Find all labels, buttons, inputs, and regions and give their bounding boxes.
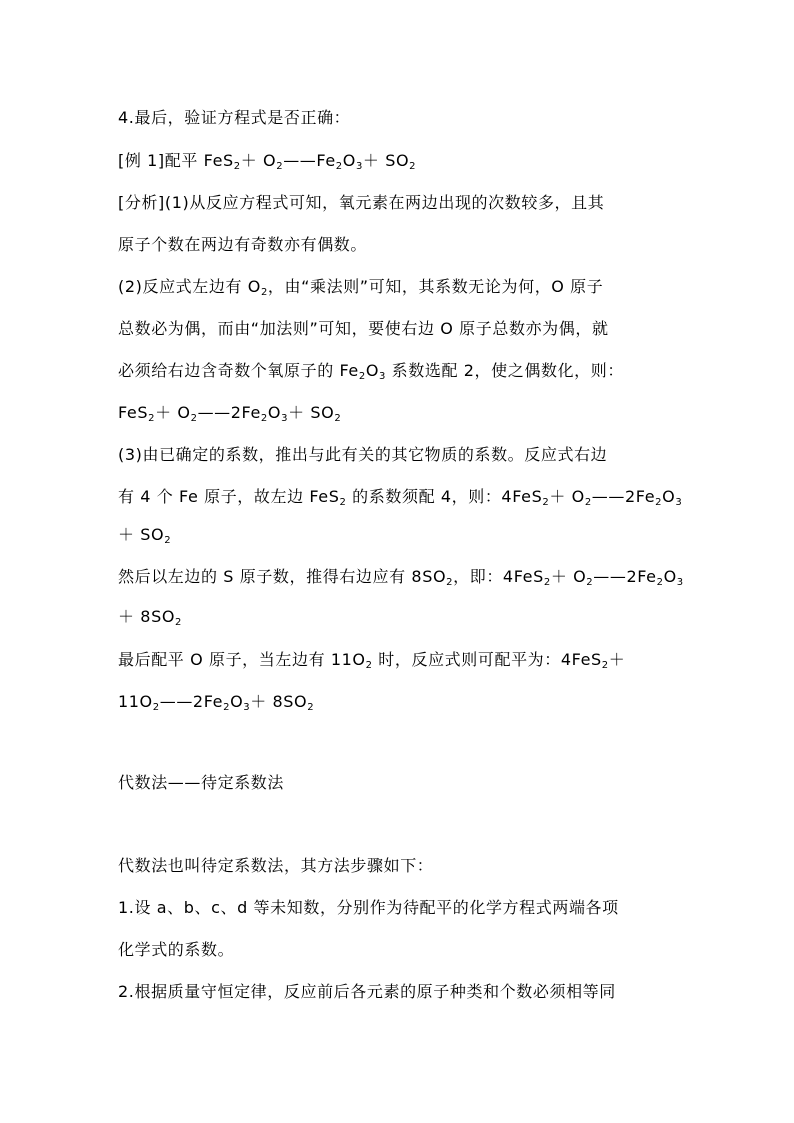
analysis-step-2-line-3 — [118, 361, 624, 381]
text: 代数法——待定系数法 — [118, 773, 285, 792]
analysis-step-3-line-2 — [118, 487, 682, 507]
subscript: 2 — [276, 161, 284, 172]
text: ＋ SO — [362, 151, 410, 170]
subscript: 3 — [243, 702, 251, 713]
subscript: 2 — [446, 577, 454, 588]
text: ，由“乘法则”可知，其系数无论为何，O 原子 — [267, 277, 604, 296]
subscript: 2 — [233, 161, 241, 172]
subscript: 2 — [175, 617, 182, 628]
subscript: 2 — [152, 702, 160, 713]
subscript: 2 — [365, 660, 373, 671]
text: ——2Fe — [591, 487, 656, 506]
subscript: 2 — [335, 161, 343, 172]
text: 最后配平 O 原子，当左边有 11O — [118, 650, 366, 669]
text: 的系数须配 4，则：4FeS — [346, 487, 543, 506]
subscript: 2 — [542, 497, 550, 508]
text: O — [230, 692, 244, 711]
text: 总数必为偶，而由“加法则”可知，要使右边 O 原子总数亦为偶，就 — [118, 319, 609, 338]
example-1-equation — [118, 151, 416, 171]
subscript: 2 — [543, 577, 551, 588]
subscript: 2 — [334, 413, 342, 424]
text: O — [365, 361, 380, 380]
final-step-line-2 — [118, 692, 314, 712]
step-4-line — [118, 108, 350, 128]
algebra-step-2-line-1 — [118, 982, 616, 1002]
subscript: 2 — [655, 497, 663, 508]
subscript: 2 — [307, 702, 315, 713]
subscript: 2 — [223, 702, 231, 713]
analysis-line-2 — [118, 235, 367, 255]
text: 代数法也叫待定系数法，其方法步骤如下： — [118, 856, 434, 875]
analysis-step-3-line-1 — [118, 445, 607, 465]
section-heading-algebra-method — [118, 773, 284, 793]
text: 然后以左边的 S 原子数，推得右边应有 8SO — [118, 567, 447, 586]
text: ——2Fe — [197, 403, 261, 422]
text: ，即：4FeS — [453, 567, 544, 586]
subscript: 3 — [379, 371, 386, 382]
text: [分析](1)从反应方程式可知，氧元素在两边出现的次数较多，且其 — [118, 193, 605, 212]
text: 化学式的系数。 — [118, 940, 235, 959]
subscript: 2 — [164, 535, 172, 546]
text: ＋ O — [155, 403, 191, 422]
analysis-step-2-line-1 — [118, 277, 603, 297]
subscript: 3 — [281, 413, 289, 424]
text: ＋ 8SO — [118, 607, 176, 626]
text: FeS — [118, 403, 149, 422]
subscript: 2 — [586, 577, 594, 588]
subscript: 2 — [148, 413, 156, 424]
analysis-step-2-line-2 — [118, 319, 609, 339]
text: ＋ SO — [288, 403, 335, 422]
subscript: 3 — [676, 577, 684, 588]
subscript: 2 — [339, 497, 347, 508]
text: 时，反应式则可配平为：4FeS — [372, 650, 602, 669]
analysis-step-3-line-4 — [118, 567, 684, 587]
subscript: 3 — [355, 161, 363, 172]
text: ＋ O — [549, 487, 585, 506]
text: ——2Fe — [159, 692, 224, 711]
subscript: 2 — [260, 413, 268, 424]
subscript: 2 — [358, 371, 366, 382]
text: 原子个数在两边有奇数亦有偶数。 — [118, 235, 368, 254]
text: O — [663, 567, 677, 586]
subscript: 2 — [409, 161, 417, 172]
subscript: 2 — [260, 287, 268, 298]
text: ＋ O — [240, 151, 277, 170]
text: 4.最后，验证方程式是否正确： — [118, 108, 351, 127]
text: [例 1]配平 FeS — [118, 151, 234, 170]
text: 1.设 a、b、c、d 等未知数，分别作为待配平的化学方程式两端各项 — [118, 898, 619, 917]
equation-step-2 — [118, 403, 341, 423]
text: ＋ — [608, 650, 626, 669]
text: (3)由已确定的系数，推出与此有关的其它物质的系数。反应式右边 — [118, 445, 608, 464]
algebra-step-1-line-1 — [118, 898, 619, 918]
text: 系数选配 2，使之偶数化，则： — [386, 361, 624, 380]
text: ——2Fe — [593, 567, 657, 586]
analysis-line-1 — [118, 193, 604, 213]
text: O — [267, 403, 282, 422]
algebra-step-1-line-2 — [118, 940, 234, 960]
text: ——Fe — [283, 151, 336, 170]
text: (2)反应式左边有 O — [118, 277, 261, 296]
subscript: 2 — [584, 497, 592, 508]
text: 11O — [118, 692, 153, 711]
subscript: 2 — [601, 660, 609, 671]
text: ＋ 8SO — [250, 692, 308, 711]
text: 2.根据质量守恒定律，反应前后各元素的原子种类和个数必须相等同 — [118, 982, 616, 1001]
analysis-step-3-line-5 — [118, 607, 182, 627]
text: ＋ SO — [118, 525, 165, 544]
text: 有 4 个 Fe 原子，故左边 FeS — [118, 487, 340, 506]
text: 必须给右边含奇数个氧原子的 Fe — [118, 361, 359, 380]
subscript: 3 — [675, 497, 683, 508]
algebra-intro-line — [118, 856, 433, 876]
text: O — [662, 487, 676, 506]
text: O — [342, 151, 356, 170]
subscript: 2 — [656, 577, 664, 588]
analysis-step-3-line-3 — [118, 525, 171, 545]
subscript: 2 — [190, 413, 198, 424]
final-step-line-1 — [118, 650, 625, 670]
text: ＋ O — [550, 567, 587, 586]
